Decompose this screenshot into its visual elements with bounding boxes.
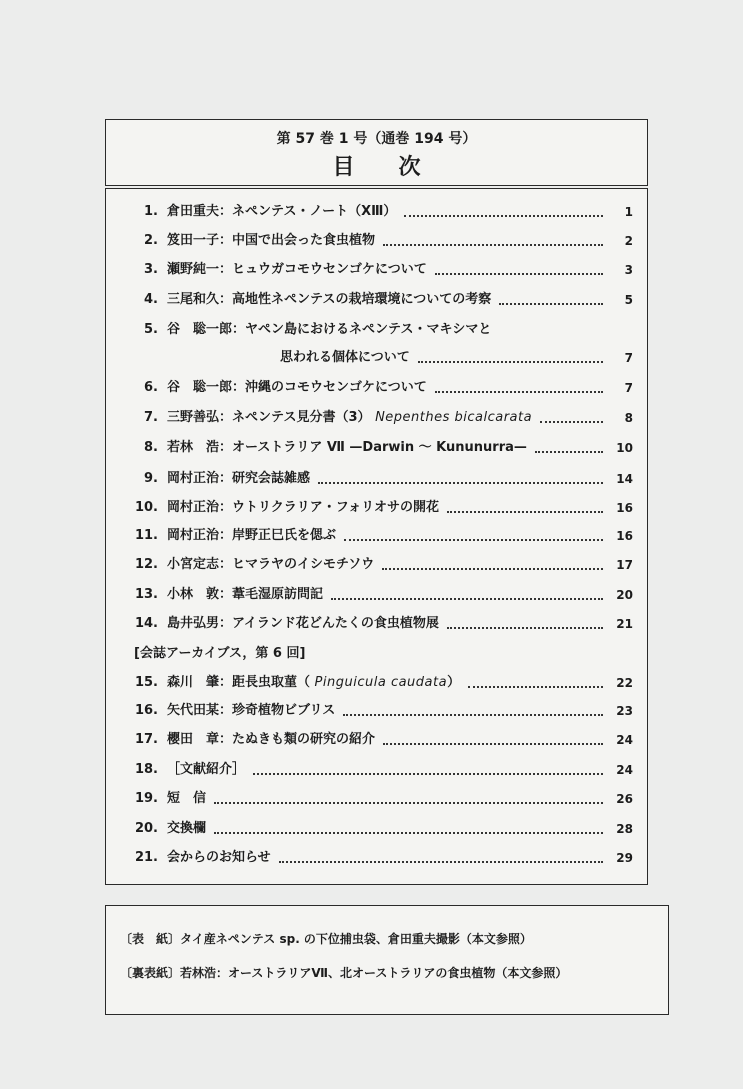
toc-entry-title [167, 729, 375, 751]
toc-leader-dots [468, 686, 603, 688]
toc-entry-title-text: 交換欄 [167, 821, 207, 836]
toc-entry-number: 1. [144, 204, 158, 219]
toc-entry-number: 2. [144, 233, 158, 248]
toc-leader-dots [318, 482, 603, 484]
toc-entry [134, 377, 633, 399]
toc-entry-title-text: 三尾和久：高地性ネペンテスの栽培環境についての考察 [167, 292, 492, 307]
toc-entry [134, 289, 633, 311]
toc-entry-title [167, 525, 336, 547]
toc-entry-number: 4. [144, 292, 158, 307]
toc-entry-title-text: 短 信 [167, 791, 207, 806]
cover-caption: 〔表 紙〕タイ産ネペンテス sp. の下位捕虫袋、倉田重夫撮影（本文参照） [120, 932, 532, 946]
toc-entry-title-suffix: ） [447, 675, 461, 690]
toc-entry [134, 407, 633, 429]
toc-entry-page: 5 [624, 293, 633, 307]
toc-entry-page: 22 [616, 676, 633, 690]
toc-entry-title [167, 201, 396, 223]
toc-entry-page: 2 [624, 234, 633, 248]
toc-entry-page: 10 [616, 441, 633, 455]
table-of-contents [105, 188, 648, 885]
toc-entry-title [167, 407, 532, 429]
toc-leader-dots [435, 391, 603, 393]
toc-entry-page: 3 [624, 263, 633, 277]
toc-entry-title [167, 437, 527, 459]
toc-entry-number: 16. [134, 703, 158, 718]
toc-entry [134, 847, 633, 869]
toc-entry [134, 729, 633, 751]
toc-entry [134, 584, 633, 606]
toc-entry [134, 468, 633, 490]
toc-entry-number: 17. [134, 732, 158, 747]
toc-entry [134, 230, 633, 252]
toc-entry-number: 3. [144, 262, 158, 277]
toc-entry-page: 8 [624, 411, 633, 425]
toc-entry [134, 643, 633, 665]
toc-entry-title [167, 700, 335, 722]
toc-entry-title-text: 岡村正治：研究会誌雑感 [167, 471, 311, 486]
toc-entry-title-text: 谷 聡一郎：ヤペン島におけるネペンテス・マキシマと [167, 322, 492, 337]
toc-entry [134, 525, 633, 547]
toc-entry-number: 10. [134, 500, 158, 515]
toc-entry-title [167, 788, 206, 810]
toc-entry [134, 319, 633, 341]
toc-entry-title [167, 468, 310, 490]
page-title: 目次 [332, 155, 465, 180]
toc-entry-number: 21. [134, 850, 158, 865]
toc-entry-title-text: 笈田一子：中国で出会った食虫植物 [167, 233, 376, 248]
toc-entry [134, 818, 633, 840]
toc-entry-title-text: 瀬野純一：ヒュウガコモウセンゴケについて [167, 262, 427, 277]
toc-entry-title [167, 613, 439, 635]
toc-entry [134, 613, 633, 635]
toc-entry-page: 1 [624, 205, 633, 219]
toc-entry-page: 16 [616, 529, 633, 543]
toc-leader-dots [253, 773, 603, 775]
toc-entry-number: 18. [134, 762, 158, 777]
toc-entry [134, 497, 633, 519]
toc-entry-title [167, 497, 439, 519]
toc-entry-title-text: 岡村正治：ウトリクラリア・フォリオサの開花 [167, 500, 439, 515]
toc-entry-number: 14. [134, 616, 158, 631]
toc-entry-title-text: 倉田重夫：ネペンテス・ノート（XⅢ） [167, 204, 397, 219]
toc-entry [134, 437, 633, 459]
toc-entry-number: 13. [134, 587, 158, 602]
toc-entry-title [167, 584, 323, 606]
toc-entry [134, 201, 633, 223]
toc-entry [134, 554, 633, 576]
toc-entry-number: 9. [144, 471, 158, 486]
toc-entry-title-text: 櫻田 章：たぬきも類の研究の紹介 [167, 732, 376, 747]
toc-leader-dots [535, 451, 603, 453]
toc-entry-page: 26 [616, 792, 633, 806]
toc-leader-dots [383, 244, 603, 246]
toc-entry-number: 15. [134, 675, 158, 690]
toc-entry-title-text: 小林 敦：葦毛湿原訪問記 [167, 587, 324, 602]
toc-entry-page: 14 [616, 472, 633, 486]
toc-entry [134, 759, 633, 781]
issue-number: 第 57 巻 1 号（通巻 194 号） [276, 131, 477, 147]
toc-entry-title [167, 554, 374, 576]
toc-entry-title-text: 若林 浩：オーストラリア Ⅶ —Darwin ～ Kununurra— [167, 440, 527, 455]
toc-leader-dots [279, 861, 603, 863]
toc-leader-dots [331, 598, 603, 600]
toc-entry-title-text: 島井弘男：アイランド花どんたくの食虫植物展 [167, 616, 439, 631]
toc-leader-dots [447, 511, 603, 513]
toc-entry-title-text: 谷 聡一郎：沖縄のコモウセンゴケについて [167, 380, 427, 395]
toc-entry-page: 7 [624, 351, 633, 365]
toc-entry [134, 347, 633, 369]
toc-leader-dots [447, 627, 603, 629]
toc-leader-dots [499, 303, 603, 305]
toc-leader-dots [404, 215, 603, 217]
toc-leader-dots [383, 743, 603, 745]
toc-leader-dots [343, 714, 603, 716]
toc-entry-title-text: 岡村正治：岸野正巳氏を偲ぶ [167, 528, 337, 543]
toc-entry-page: 24 [616, 763, 633, 777]
toc-entry-scientific-name: Nepenthes bicalcarata [375, 410, 533, 425]
toc-entry-title-text: 矢代田某：珍奇植物ビブリス [167, 703, 336, 718]
toc-entry-title [167, 759, 245, 781]
toc-entry-number: 7. [144, 410, 158, 425]
toc-entry-title-text: 森川 肇：距長虫取菫（ [167, 675, 311, 690]
toc-entry-page: 24 [616, 733, 633, 747]
toc-entry-number: 8. [144, 440, 158, 455]
toc-entry-page: 16 [616, 501, 633, 515]
toc-entry-title [167, 259, 427, 281]
toc-leader-dots [344, 539, 603, 541]
toc-leader-dots [435, 273, 603, 275]
toc-entry-page: 23 [616, 704, 633, 718]
toc-entry-page: 17 [616, 558, 633, 572]
toc-leader-dots [214, 832, 603, 834]
toc-entry-title [167, 319, 491, 341]
toc-entry-number: 11. [134, 528, 158, 543]
toc-entry-title [134, 643, 305, 665]
header-box [105, 119, 648, 186]
toc-entry-title [167, 672, 460, 694]
toc-entry-number: 6. [144, 380, 158, 395]
toc-entry [134, 788, 633, 810]
toc-entry-page: 21 [616, 617, 633, 631]
toc-entry-title-text: ［文献紹介］ [167, 762, 246, 777]
toc-entry-title-text: 会からのお知らせ [167, 850, 271, 865]
back-cover-caption: 〔裏表紙〕若林浩：オーストラリアⅦ、北オーストラリアの食虫植物（本文参照） [120, 966, 568, 980]
toc-leader-dots [382, 568, 603, 570]
toc-entry-title [280, 347, 410, 369]
toc-entry-scientific-name: Pinguicula caudata [314, 675, 448, 690]
toc-entry-title-text: 三野善弘：ネペンテス見分書（3） [167, 410, 371, 425]
toc-entry-number: 5. [144, 322, 158, 337]
toc-entry-title-text: [会誌アーカイブス，第 6 回] [134, 646, 306, 661]
toc-entry-title [167, 230, 375, 252]
toc-entry [134, 672, 633, 694]
toc-entry-title [167, 377, 427, 399]
toc-entry-title-text: 思われる個体について [280, 350, 410, 365]
toc-entry [134, 700, 633, 722]
toc-entry-title-text: 小宮定志：ヒマラヤのイシモチソウ [167, 557, 375, 572]
toc-entry-page: 20 [616, 588, 633, 602]
caption-box [105, 905, 669, 1015]
toc-entry-page: 28 [616, 822, 633, 836]
toc-entry-number: 12. [134, 557, 158, 572]
toc-entry-page: 7 [624, 381, 633, 395]
toc-entry-title [167, 847, 271, 869]
toc-entry-title [167, 289, 491, 311]
toc-entry [134, 259, 633, 281]
toc-entry-title [167, 818, 206, 840]
toc-entry-number: 20. [134, 821, 158, 836]
toc-entry-page: 29 [616, 851, 633, 865]
toc-leader-dots [214, 802, 603, 804]
toc-leader-dots [418, 361, 603, 363]
toc-entry-number: 19. [134, 791, 158, 806]
toc-leader-dots [540, 421, 603, 423]
